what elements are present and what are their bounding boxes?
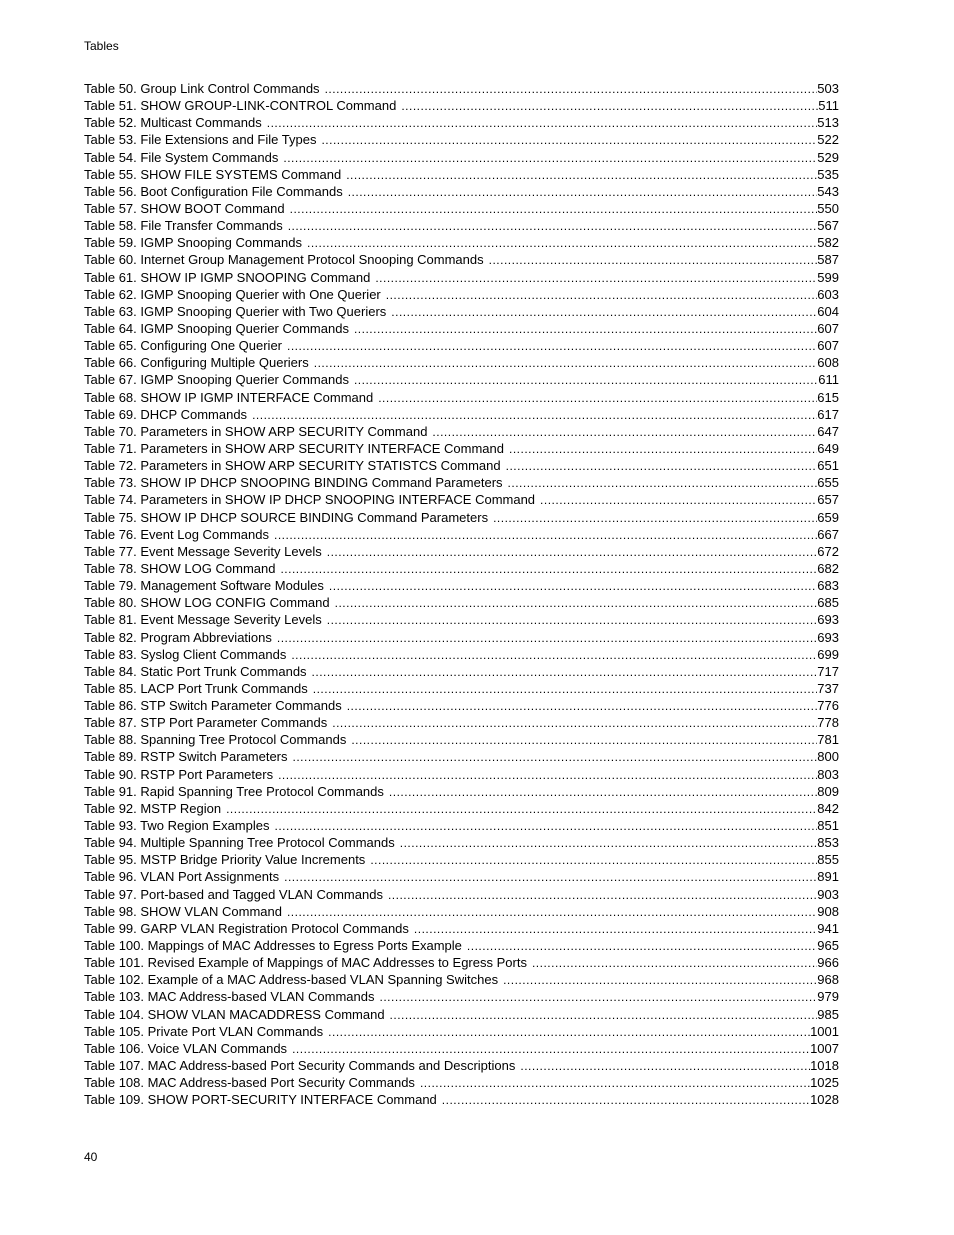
toc-entry-page: 655 [817,475,839,491]
toc-entry[interactable] [84,697,839,714]
dot-leader [290,201,818,218]
toc-entry[interactable] [84,971,839,988]
toc-entry[interactable] [84,80,839,97]
toc-entry-page: 611 [818,372,839,388]
toc-entry-page: 604 [817,303,839,319]
dot-leader [283,150,817,167]
dot-leader [325,81,818,98]
dot-leader [388,887,817,904]
toc-entry[interactable] [84,303,839,320]
dot-leader [267,115,818,132]
toc-entry-page: 550 [817,200,839,216]
dot-leader [314,355,818,372]
dot-leader [293,749,818,766]
toc-entry-page: 659 [817,509,839,525]
toc-entry[interactable] [84,234,839,251]
toc-entry-title: Table 107. MAC Address-based Port Security Commands and Descriptions [84,1058,516,1074]
toc-entry-title: Table 59. IGMP Snooping Commands [84,235,302,251]
toc-entry[interactable] [84,320,839,337]
dot-leader [280,561,817,578]
dot-leader [420,1075,810,1092]
toc-entry-page: 603 [817,286,839,302]
toc-entry-page: 851 [817,818,839,834]
toc-entry-title: Table 87. STP Port Parameter Commands [84,715,328,731]
toc-entry-title: Table 53. File Extensions and File Types [84,132,317,148]
toc-entry-title: Table 56. Boot Configuration File Commands [84,183,343,199]
dot-leader [401,98,818,115]
dot-leader [307,235,817,252]
dot-leader [489,252,818,269]
toc-entry-title: Table 109. SHOW PORT-SECURITY INTERFACE Command [84,1092,437,1108]
toc-entry-page: 615 [817,389,839,405]
toc-entry[interactable] [84,457,839,474]
toc-entry[interactable] [84,183,839,200]
toc-entry-title: Table 64. IGMP Snooping Querier Commands [84,320,349,336]
toc-entry-page: 582 [817,235,839,251]
toc-entry-title: Table 52. Multicast Commands [84,115,262,131]
dot-leader [274,527,817,544]
toc-entry-title: Table 94. Multiple Spanning Tree Protocol Commands [84,835,395,851]
toc-entry-title: Table 93. Two Region Examples [84,818,270,834]
toc-entry-title: Table 98. SHOW VLAN Command [84,903,282,919]
toc-entry[interactable] [84,423,839,440]
toc-entry-title: Table 74. Parameters in SHOW IP DHCP SNOOPING INTERFACE Command [84,492,536,508]
toc-entry-page: 608 [817,355,839,371]
toc-entry-page: 647 [817,423,839,439]
toc-entry[interactable] [84,611,839,628]
dot-leader [432,424,817,441]
toc-entry[interactable] [84,954,839,971]
toc-entry[interactable] [84,406,839,423]
toc-entry-page: 979 [817,989,839,1005]
toc-entry-page: 513 [817,115,839,131]
toc-entry[interactable] [84,166,839,183]
toc-entry-title: Table 102. Example of a MAC Address-based VLAN Spanning Switches [84,972,499,988]
toc-entry[interactable] [84,200,839,217]
dot-leader [370,852,817,869]
page-number: 40 [84,1150,98,1164]
dot-leader [277,630,817,647]
toc-entry[interactable] [84,526,839,543]
dot-leader [354,321,817,338]
toc-entry-page: 693 [817,612,839,628]
toc-entry-title: Table 79. Management Software Modules [84,578,324,594]
dot-leader [312,664,818,681]
dot-leader [284,869,817,886]
dot-leader [348,184,818,201]
toc-entry-title: Table 63. IGMP Snooping Querier with Two Queriers [84,303,387,319]
toc-entry[interactable] [84,886,839,903]
toc-entry-page: 1007 [810,1040,839,1056]
toc-entry-page: 809 [817,783,839,799]
dot-leader [288,218,818,235]
dot-leader [332,715,817,732]
toc-entry-title: Table 90. RSTP Port Parameters [84,766,274,782]
dot-leader [414,921,817,938]
toc-entry-page: 649 [817,440,839,456]
toc-entry-page: 778 [817,715,839,731]
dot-leader [327,612,818,629]
toc-entry-page: 908 [817,903,839,919]
toc-entry-title: Table 77. Event Message Severity Levels [84,543,322,559]
toc-entry[interactable] [84,988,839,1005]
toc-entry-title: Table 80. SHOW LOG CONFIG Command [84,595,330,611]
toc-entry-page: 855 [817,852,839,868]
toc-entry-page: 1028 [810,1092,839,1108]
toc-entry-page: 853 [817,835,839,851]
toc-entry-page: 587 [817,252,839,268]
toc-entry-page: 682 [817,560,839,576]
dot-leader [509,441,817,458]
toc-entry-title: Table 106. Voice VLAN Commands [84,1040,288,1056]
toc-entry-page: 717 [817,663,839,679]
toc-entry-page: 800 [817,749,839,765]
toc-entry-title: Table 91. Rapid Spanning Tree Protocol Commands [84,783,384,799]
dot-leader [278,767,817,784]
dot-leader [375,270,817,287]
toc-entry-title: Table 104. SHOW VLAN MACADDRESS Command [84,1006,385,1022]
toc-entry[interactable] [84,389,839,406]
toc-entry[interactable] [84,509,839,526]
toc-entry-title: Table 67. IGMP Snooping Querier Commands [84,372,349,388]
toc-entry-title: Table 62. IGMP Snooping Querier with One Querier [84,286,381,302]
dot-leader [347,698,818,715]
toc-entry-title: Table 75. SHOW IP DHCP SOURCE BINDING Command Parameters [84,509,489,525]
dot-leader [328,1024,810,1041]
toc-entry-title: Table 100. Mappings of MAC Addresses to Egress Ports Example [84,938,462,954]
toc-entry-title: Table 55. SHOW FILE SYSTEMS Command [84,166,342,182]
toc-entry-page: 1001 [810,1023,839,1039]
toc-entry-title: Table 71. Parameters in SHOW ARP SECURITY INTERFACE Command [84,440,504,456]
dot-leader [351,732,817,749]
toc-entry[interactable] [84,1091,839,1108]
toc-entry-title: Table 85. LACP Port Trunk Commands [84,680,308,696]
toc-entry-page: 985 [817,1006,839,1022]
toc-entry[interactable] [84,354,839,371]
toc-entry-page: 941 [817,920,839,936]
dot-leader [508,475,818,492]
toc-entry-title: Table 84. Static Port Trunk Commands [84,663,307,679]
toc-entry-title: Table 50. Group Link Control Commands [84,81,320,96]
dot-leader [335,595,818,612]
toc-entry-title: Table 51. SHOW GROUP-LINK-CONTROL Command [84,98,397,114]
toc-entry[interactable] [84,817,839,834]
toc-entry-page: 529 [817,149,839,165]
toc-entry-page: 522 [817,132,839,148]
toc-entry-page: 776 [817,698,839,714]
toc-entry[interactable] [84,680,839,697]
toc-entry-page: 737 [817,680,839,696]
toc-entry-page: 966 [817,955,839,971]
toc-entry-title: Table 57. SHOW BOOT Command [84,200,285,216]
dot-leader [313,681,818,698]
toc-entry[interactable] [84,1006,839,1023]
dot-leader [378,390,817,407]
toc-entry-page: 672 [817,543,839,559]
toc-entry-title: Table 81. Event Message Severity Levels [84,612,322,628]
toc-entry[interactable] [84,114,839,131]
dot-leader [503,972,817,989]
toc-entry-title: Table 73. SHOW IP DHCP SNOOPING BINDING Command Parameters [84,475,503,491]
toc-entry-title: Table 58. File Transfer Commands [84,218,283,234]
dot-leader [226,801,817,818]
toc-entry[interactable] [84,731,839,748]
toc-entry-title: Table 96. VLAN Port Assignments [84,869,280,885]
toc-entry-page: 511 [818,98,839,114]
toc-entry-page: 699 [817,646,839,662]
toc-entry-page: 903 [817,886,839,902]
toc-entry-title: Table 78. SHOW LOG Command [84,560,276,576]
toc-entry[interactable] [84,937,839,954]
toc-entry[interactable] [84,646,839,663]
dot-leader [400,835,818,852]
toc-entry-title: Table 105. Private Port VLAN Commands [84,1023,324,1039]
toc-entry[interactable] [84,577,839,594]
toc-entry[interactable] [84,337,839,354]
toc-entry-title: Table 60. Internet Group Management Protocol Snooping Commands [84,252,484,268]
toc-entry-title: Table 54. File System Commands [84,149,279,165]
toc-entry[interactable] [84,834,839,851]
dot-leader [389,784,817,801]
toc-entry[interactable] [84,903,839,920]
toc-entry[interactable] [84,851,839,868]
dot-leader [506,458,818,475]
toc-entry-title: Table 86. STP Switch Parameter Commands [84,698,342,714]
toc-entry[interactable] [84,1040,839,1057]
toc-entry-page: 607 [817,338,839,354]
toc-entry[interactable] [84,286,839,303]
toc-entry-page: 567 [817,218,839,234]
toc-entry-title: Table 66. Configuring Multiple Queriers [84,355,309,371]
dot-leader [321,132,817,149]
toc-entry[interactable] [84,920,839,937]
dot-leader [287,338,817,355]
toc-entry-page: 1025 [810,1075,839,1091]
toc-entry-page: 667 [817,526,839,542]
toc-entry-page: 693 [817,629,839,645]
toc-entry-page: 599 [817,269,839,285]
toc-entry-title: Table 108. MAC Address-based Port Security Commands [84,1075,415,1091]
toc-entry-title: Table 99. GARP VLAN Registration Protocol Commands [84,920,409,936]
dot-leader [391,304,817,321]
toc-entry[interactable] [84,1057,839,1074]
toc-entry[interactable] [84,594,839,611]
toc-entry-title: Table 101. Revised Example of Mappings of MAC Addresses to Egress Ports [84,955,527,971]
toc-entry[interactable] [84,440,839,457]
toc-entry[interactable] [84,251,839,268]
dot-leader [346,167,817,184]
toc-entry[interactable] [84,491,839,508]
toc-entry-page: 803 [817,766,839,782]
toc-entry-title: Table 70. Parameters in SHOW ARP SECURITY Command [84,423,428,439]
toc-entry[interactable] [84,131,839,148]
toc-entry[interactable] [84,748,839,765]
toc-entry[interactable] [84,371,839,388]
toc-entry[interactable] [84,543,839,560]
toc-entry-page: 891 [817,869,839,885]
dot-leader [442,1092,810,1109]
toc-entry-title: Table 76. Event Log Commands [84,526,269,542]
dot-leader [287,904,817,921]
toc-entry[interactable] [84,766,839,783]
toc-entry[interactable] [84,217,839,234]
toc-entry[interactable] [84,474,839,491]
toc-entry-title: Table 97. Port-based and Tagged VLAN Commands [84,886,383,902]
dot-leader [493,510,817,527]
toc-entry-page: 965 [817,938,839,954]
toc-entry-page: 617 [817,406,839,422]
dot-leader [467,938,817,955]
toc-entry[interactable] [84,783,839,800]
toc-entry-page: 1018 [810,1058,839,1074]
toc-entry-title: Table 68. SHOW IP IGMP INTERFACE Command [84,389,374,405]
toc-entry[interactable] [84,868,839,885]
toc-entry-page: 685 [817,595,839,611]
toc-entry[interactable] [84,149,839,166]
dot-leader [520,1058,810,1075]
toc-entry[interactable] [84,269,839,286]
dot-leader [354,372,818,389]
toc-entry[interactable] [84,800,839,817]
toc-entry-title: Table 92. MSTP Region [84,800,222,816]
toc-entry-page: 657 [817,492,839,508]
toc-entry[interactable] [84,663,839,680]
toc-entry-title: Table 89. RSTP Switch Parameters [84,749,288,765]
toc-entry-page: 651 [817,458,839,474]
dot-leader [291,647,817,664]
dot-leader [379,989,817,1006]
toc-entry[interactable] [84,97,839,114]
toc-entry-page: 842 [817,800,839,816]
dot-leader [327,544,818,561]
dot-leader [532,955,817,972]
dot-leader [274,818,817,835]
toc-entry-title: Table 61. SHOW IP IGMP SNOOPING Command [84,269,371,285]
toc-entry-page: 781 [817,732,839,748]
dot-leader [252,407,817,424]
dot-leader [390,1007,818,1024]
toc-entry-title: Table 82. Program Abbreviations [84,629,272,645]
toc-entry-title: Table 69. DHCP Commands [84,406,248,422]
toc-entry-page: 683 [817,578,839,594]
toc-entry[interactable] [84,629,839,646]
toc-entry-title: Table 72. Parameters in SHOW ARP SECURITY STATISTCS Command [84,458,501,474]
toc-entry-page: 535 [817,166,839,182]
toc-entry-page: 503 [817,81,839,96]
toc-entry-title: Table 88. Spanning Tree Protocol Commands [84,732,347,748]
dot-leader [386,287,818,304]
toc-entry[interactable] [84,1023,839,1040]
toc-entry-page: 607 [817,320,839,336]
dot-leader [329,578,817,595]
toc-entry[interactable] [84,1074,839,1091]
toc-entry-title: Table 103. MAC Address-based VLAN Commands [84,989,375,1005]
toc-entry-title: Table 95. MSTP Bridge Priority Value Increments [84,852,366,868]
dot-leader [292,1041,810,1058]
table-of-contents [84,80,839,1108]
toc-entry-page: 543 [817,183,839,199]
dot-leader [540,492,817,509]
toc-entry[interactable] [84,560,839,577]
running-header: Tables [84,39,119,53]
toc-entry-page: 968 [817,972,839,988]
toc-entry-title: Table 83. Syslog Client Commands [84,646,287,662]
toc-entry[interactable] [84,714,839,731]
toc-entry-title: Table 65. Configuring One Querier [84,338,283,354]
